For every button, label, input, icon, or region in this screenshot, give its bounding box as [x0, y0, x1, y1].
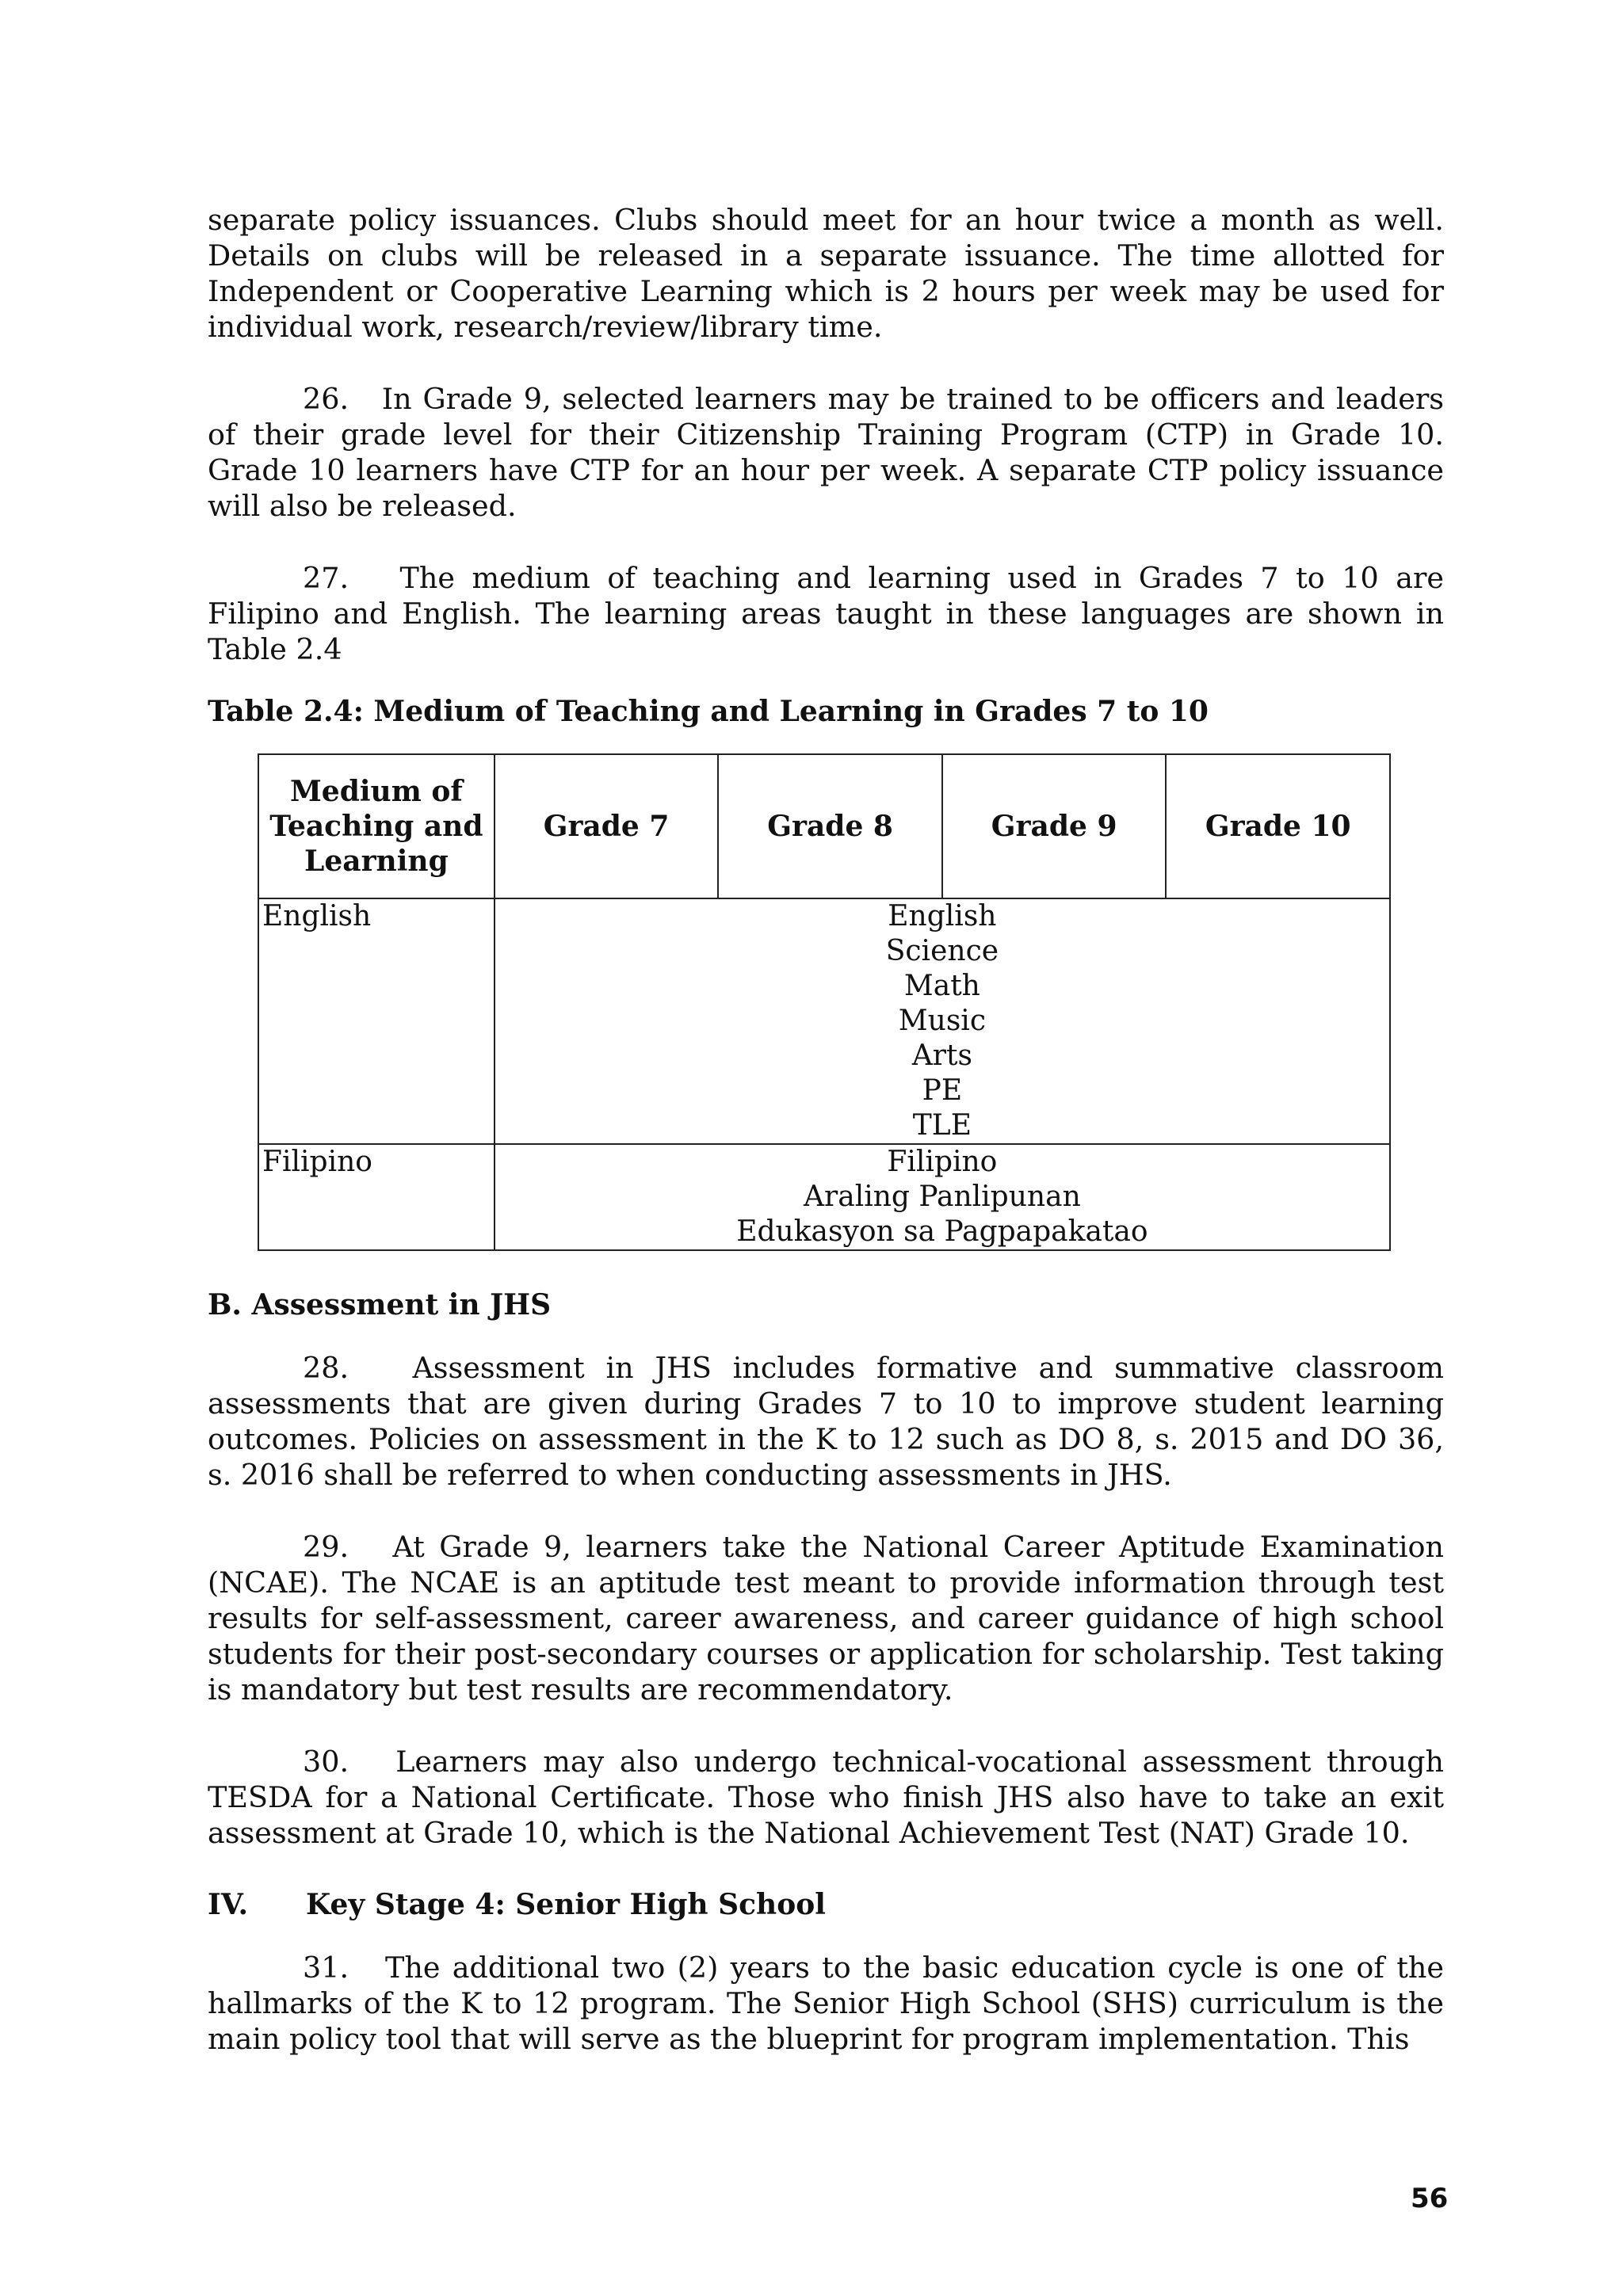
subject-item: Araling Panlipunan [804, 1180, 1081, 1213]
header-grade-10: Grade 10 [1166, 754, 1390, 898]
section-label: IV. [208, 1888, 249, 1921]
subjects-cell [495, 898, 1390, 1144]
paragraph-text: The medium of teaching and learning used in Grades 7 to 10 are Filipino and English. The learning areas taught in these languages are shown in Table 2.4 [208, 561, 1445, 666]
paragraph-continuation: separate policy issuances. Clubs should meet for an hour twice a month as well. Details on clubs will be released in a separate issuance. The time allotted for Independent or Cooperative Learning which is 2 hours per week may be used for individual work, research/review/library time. [208, 203, 1444, 344]
subject-item: TLE [912, 1109, 972, 1142]
subjects-cell [495, 1144, 1390, 1250]
language-cell: English [258, 898, 495, 1144]
paragraph-31 [208, 1950, 1444, 2057]
table-header-row [258, 754, 1390, 898]
header-grade-9: Grade 9 [942, 754, 1167, 898]
paragraph-text: Assessment in JHS includes formative and summative classroom assessments that are given during Grades 7 to 10 to improve student learning outcomes. Policies on assessment in the K to 12 such as DO 8, s. 2015 and DO 36, s. 2016 shall be referred to when conducting assessments in JHS. [208, 1351, 1444, 1492]
paragraph-number: 28. [303, 1351, 349, 1385]
section-heading-iv [208, 1887, 1444, 1923]
paragraph-number: 30. [303, 1745, 349, 1779]
section-title: Key Stage 4: Senior High School [306, 1888, 826, 1921]
table-caption: Table 2.4: Medium of Teaching and Learning in Grades 7 to 10 [208, 695, 1209, 728]
subject-item: PE [922, 1074, 963, 1107]
paragraph-number: 31. [303, 1951, 349, 1985]
table-row-filipino [258, 1144, 1390, 1250]
paragraph-26 [208, 381, 1444, 524]
paragraph-text: At Grade 9, learners take the National Career Aptitude Examination (NCAE). The NCAE is an aptitude test meant to provide information through test results for self-assessment, career awareness, and career guidance of high school students for their post-secondary courses or application for scholarship. Test taking is mandatory but test results are recommendatory. [208, 1530, 1444, 1707]
paragraph-number: 29. [303, 1530, 349, 1564]
paragraph-29 [208, 1529, 1444, 1707]
header-medium: Medium of Teaching and Learning [258, 754, 495, 898]
header-grade-7: Grade 7 [495, 754, 719, 898]
paragraph-text: The additional two (2) years to the basic education cycle is one of the hallmarks of the K to 12 program. The Senior High School (SHS) curriculum is the main policy tool that will serve as the blueprint for program implementation. This [208, 1951, 1444, 2056]
table-row-english [258, 898, 1390, 1144]
section-label: B. [208, 1288, 242, 1322]
document-page [208, 202, 1444, 2057]
section-heading-b [208, 1287, 1444, 1323]
paragraph-30 [208, 1744, 1444, 1851]
language-cell: Filipino [258, 1144, 495, 1250]
paragraph-number: 26. [303, 382, 349, 416]
header-grade-8: Grade 8 [718, 754, 942, 898]
medium-of-teaching-table [258, 753, 1391, 1251]
section-title: Assessment in JHS [251, 1288, 552, 1322]
subject-item: English [888, 900, 997, 933]
subject-item: Music [898, 1005, 986, 1037]
paragraph-text: Learners may also undergo technical-vocational assessment through TESDA for a National Certificate. Those who finish JHS also have to take an exit assessment at Grade 10, which is the National Achievement Test (NAT) Grade 10. [208, 1745, 1444, 1850]
paragraph-27 [208, 560, 1444, 667]
subject-item: Filipino [887, 1146, 998, 1178]
paragraph-number: 27. [303, 561, 349, 595]
subject-item: Math [903, 970, 980, 1002]
subject-item: Edukasyon sa Pagpapakatao [736, 1215, 1148, 1248]
page-number: 56 [1411, 2183, 1449, 2214]
subject-item: Arts [911, 1039, 972, 1072]
paragraph-28 [208, 1350, 1444, 1493]
paragraph-text: In Grade 9, selected learners may be trained to be officers and leaders of their grade level for their Citizenship Training Program (CTP) in Grade 10. Grade 10 learners have CTP for an hour per week. A separate CTP policy issuance will also be released. [208, 382, 1444, 523]
subject-item: Science [885, 935, 999, 967]
